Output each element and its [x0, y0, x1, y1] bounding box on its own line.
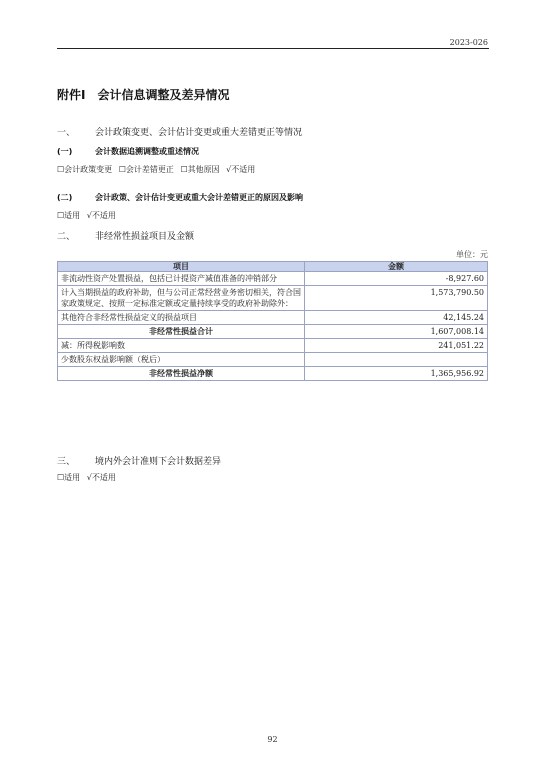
- header-rule: [57, 48, 489, 49]
- subsection-2-options: [57, 210, 120, 221]
- row-amount: 241,051.22: [305, 339, 488, 353]
- section-1-number: 一、: [57, 128, 76, 138]
- page-number: 92: [267, 735, 278, 744]
- row-item: 非经常性损益合计: [58, 325, 305, 339]
- option-not-applicable: √不适用: [226, 165, 256, 174]
- option-policy-change: ☐会计政策变更: [57, 165, 113, 174]
- option-error-correction: ☐会计差错更正: [118, 165, 174, 174]
- section-3-title: 境内外会计准则下会计数据差异: [95, 457, 222, 467]
- table-row-total: [58, 367, 488, 381]
- table-row: [58, 311, 488, 325]
- row-amount: 1,365,956.92: [305, 367, 488, 381]
- row-amount: 1,607,008.14: [305, 325, 488, 339]
- non-recurring-items-table: [57, 261, 488, 381]
- row-item: 其他符合非经常性损益定义的损益项目: [58, 311, 305, 325]
- option-not-applicable: √不适用: [86, 211, 116, 220]
- row-amount: 1,573,790.50: [305, 286, 488, 311]
- table-header-row: [58, 262, 488, 272]
- subsection-1-options: [57, 164, 259, 175]
- row-item: 非流动性资产处置损益，包括已计提资产减值准备的冲销部分: [58, 272, 305, 286]
- section-2-title: 非经常性损益项目及金额: [95, 232, 195, 242]
- header-amount: 金额: [305, 262, 488, 272]
- appendix-title: 附件Ⅰ 会计信息调整及差异情况: [57, 88, 230, 102]
- table-row-subtotal: [58, 325, 488, 339]
- row-item: 减：所得税影响数: [58, 339, 305, 353]
- table-row: [58, 272, 488, 286]
- option-applicable: ☐适用: [57, 211, 81, 220]
- section-2-number: 二、: [57, 232, 76, 242]
- section-1-heading: [57, 125, 302, 138]
- document-code: 2023-026: [449, 38, 488, 47]
- section-1-title: 会计政策变更、会计估计变更或重大差错更正等情况: [95, 128, 303, 138]
- table-row: [58, 286, 488, 311]
- row-item: 少数股东权益影响额（税后）: [58, 353, 305, 367]
- subsection-1-title: 会计数据追溯调整或重述情况: [95, 147, 199, 156]
- subsection-1-heading: [57, 146, 199, 157]
- option-other-reason: ☐其他原因: [180, 165, 220, 174]
- row-amount: 42,145.24: [305, 311, 488, 325]
- table-row: [58, 339, 488, 353]
- section-2-heading: [57, 229, 194, 242]
- option-applicable: ☐适用: [57, 473, 81, 482]
- option-not-applicable: √不适用: [86, 473, 116, 482]
- section-3-options: [57, 472, 120, 483]
- subsection-2-number: (二): [57, 193, 73, 202]
- subsection-2-title: 会计政策、会计估计变更或重大会计差错更正的原因及影响: [95, 193, 303, 202]
- row-item: 计入当期损益的政府补助，但与公司正常经营业务密切相关，符合国家政策规定、按照一定标准定额或定量持续享受的政府补助除外：: [58, 286, 305, 311]
- row-amount: [305, 353, 488, 367]
- subsection-2-heading: [57, 192, 303, 203]
- section-3-number: 三、: [57, 457, 76, 467]
- row-amount: -8,927.60: [305, 272, 488, 286]
- subsection-1-number: (一): [57, 147, 73, 156]
- header-item: 项目: [58, 262, 305, 272]
- table-row: [58, 353, 488, 367]
- section-3-heading: [57, 454, 221, 467]
- unit-label: 单位：元: [456, 250, 488, 259]
- row-item: 非经常性损益净额: [58, 367, 305, 381]
